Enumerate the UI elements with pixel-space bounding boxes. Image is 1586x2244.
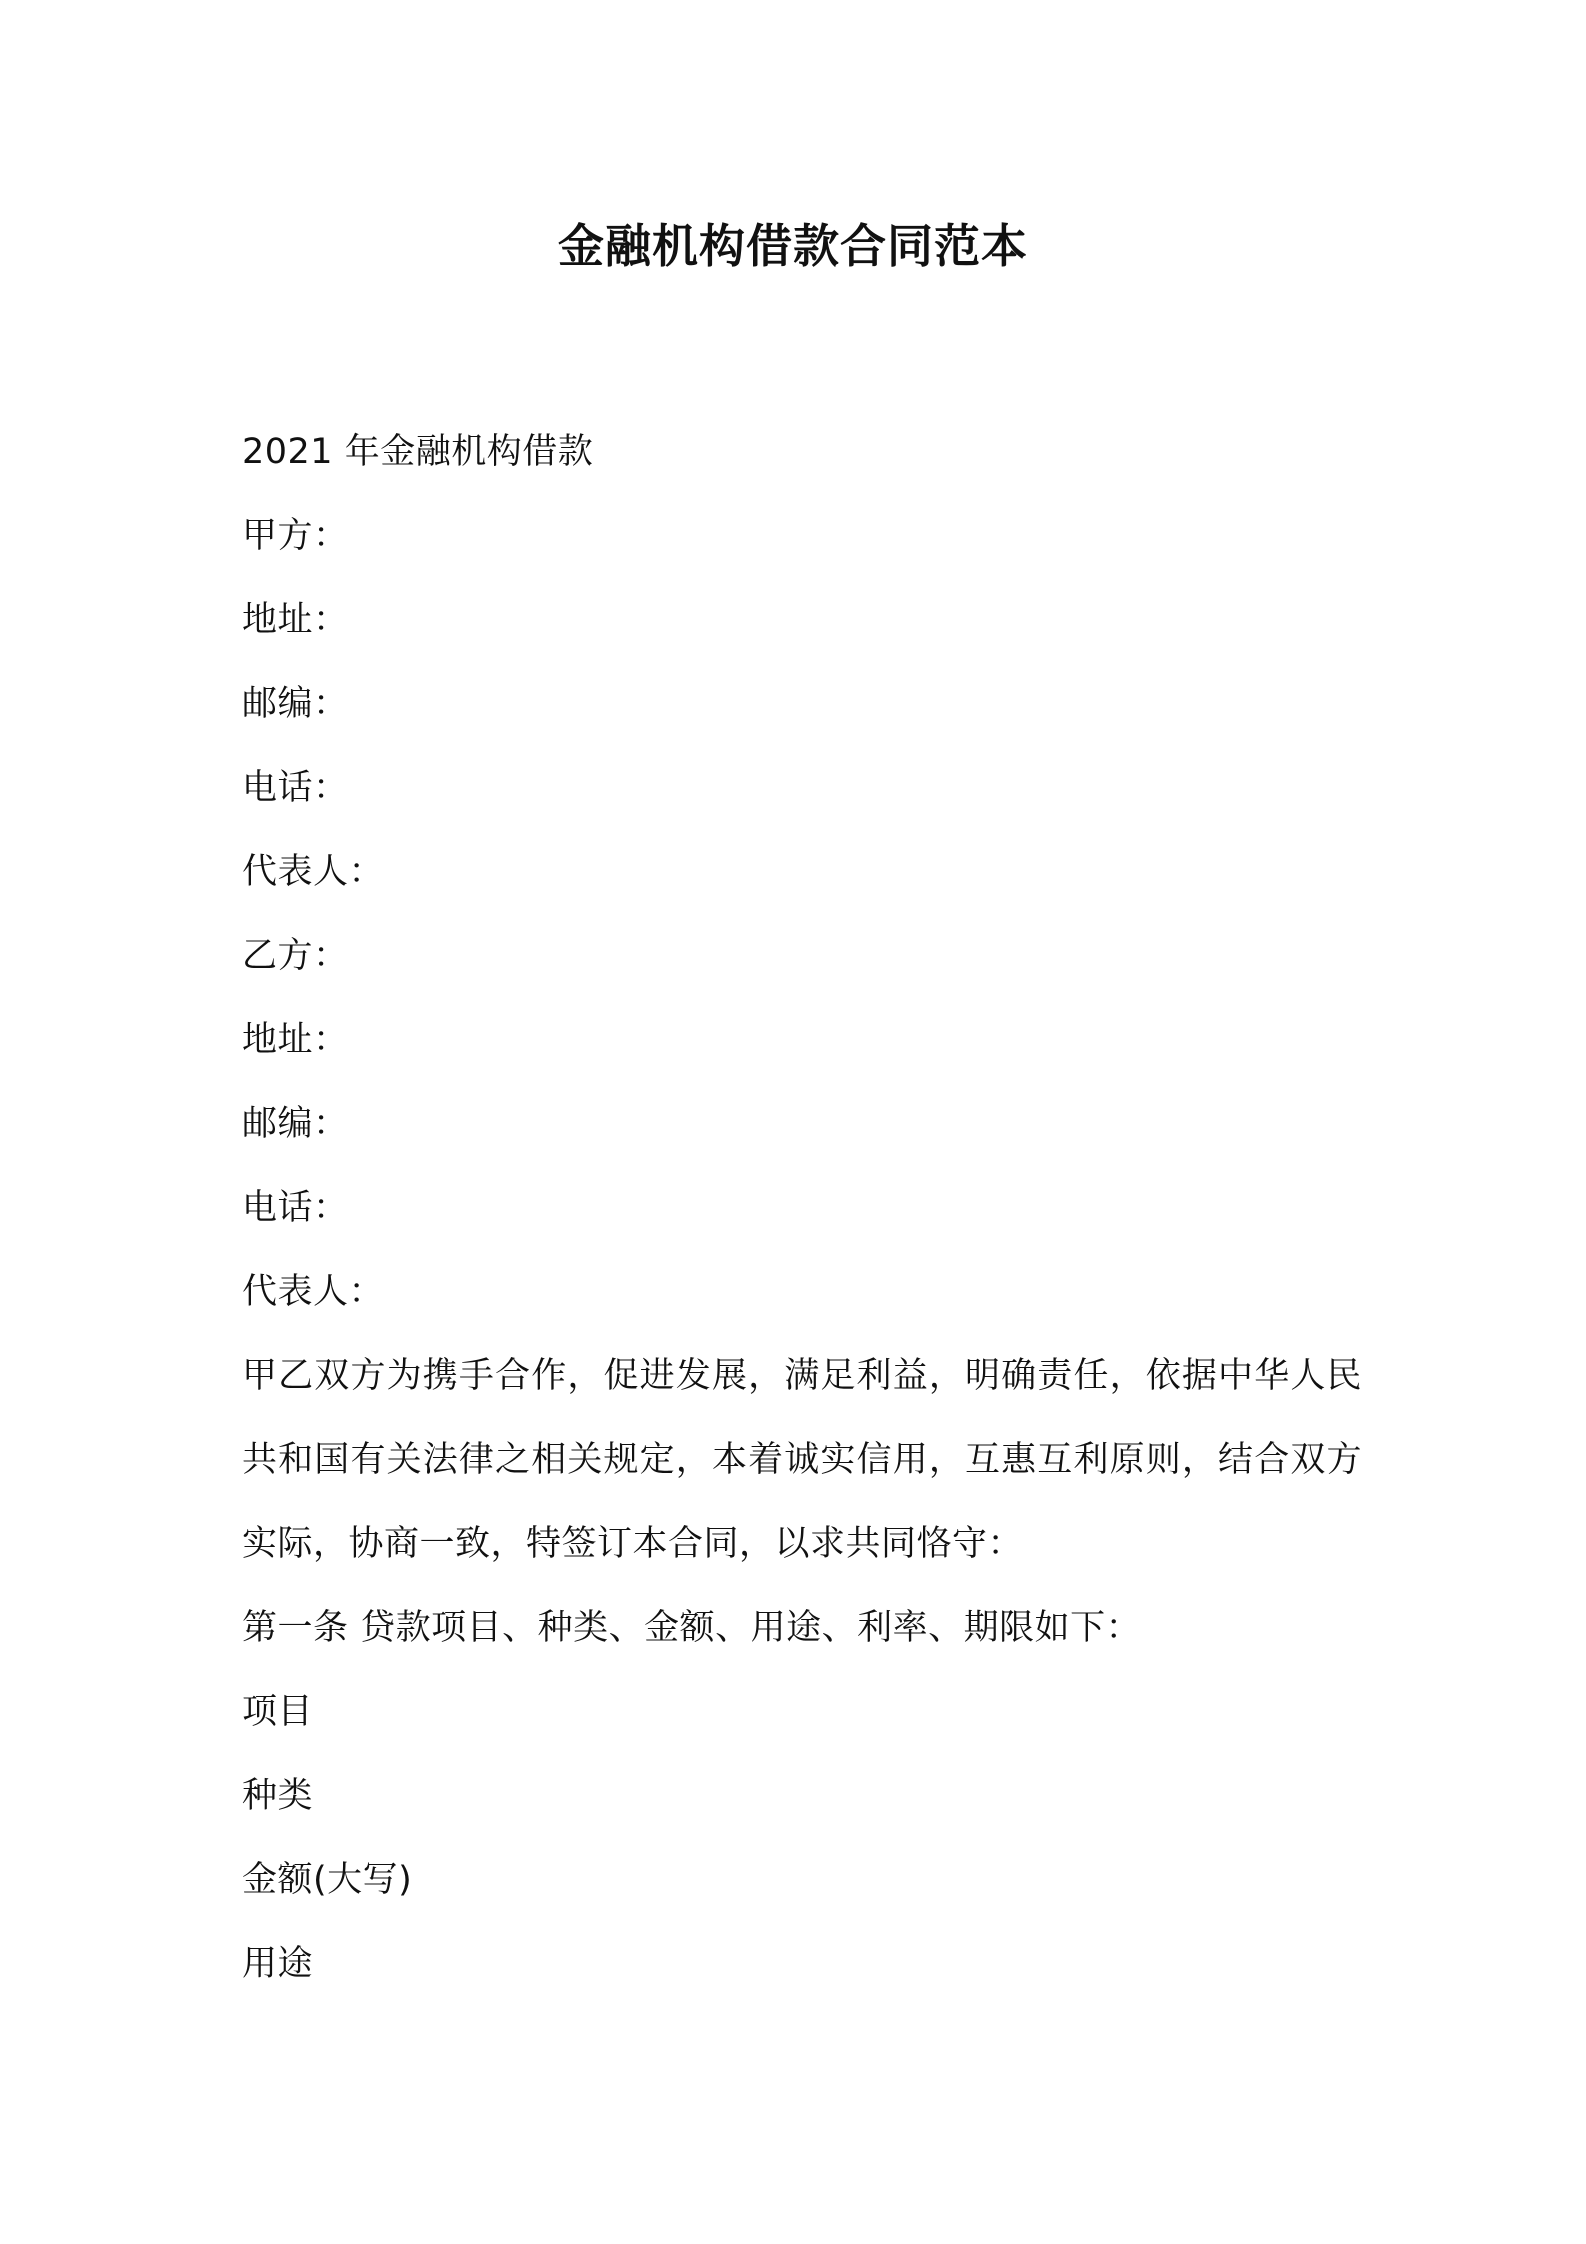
party-b-phone-label: 电话： xyxy=(242,1188,349,1228)
contract-heading: 2021 年金融机构借款 xyxy=(242,432,594,472)
party-a-postcode-label: 邮编： xyxy=(242,684,349,724)
party-a-label: 甲方： xyxy=(242,516,349,556)
item-type-label: 种类 xyxy=(242,1776,314,1816)
party-a-address-label: 地址： xyxy=(242,600,349,640)
party-b-label: 乙方： xyxy=(242,936,349,976)
item-project-label: 项目 xyxy=(242,1692,314,1732)
document-title: 金融机构借款合同范本 xyxy=(558,219,1028,273)
party-a-phone-label: 电话： xyxy=(242,768,349,808)
party-a-representative-label: 代表人： xyxy=(242,852,385,892)
party-b-representative-label: 代表人： xyxy=(242,1272,385,1312)
article-one: 第一条 贷款项目、种类、金额、用途、利率、期限如下： xyxy=(242,1608,1142,1648)
document-body xyxy=(242,410,1362,2006)
preamble-paragraph: 甲乙双方为携手合作，促进发展，满足利益，明确责任，依据中华人民共和国有关法律之相关规定，本着诚实信用，互惠互利原则，结合双方实际，协商一致，特签订本合同，以求共同恪守： xyxy=(242,1356,1362,1564)
party-b-address-label: 地址： xyxy=(242,1020,349,1060)
item-amount-label: 金额(大写) xyxy=(242,1860,413,1900)
party-b-postcode-label: 邮编： xyxy=(242,1104,349,1144)
item-purpose-label: 用途 xyxy=(242,1944,314,1984)
